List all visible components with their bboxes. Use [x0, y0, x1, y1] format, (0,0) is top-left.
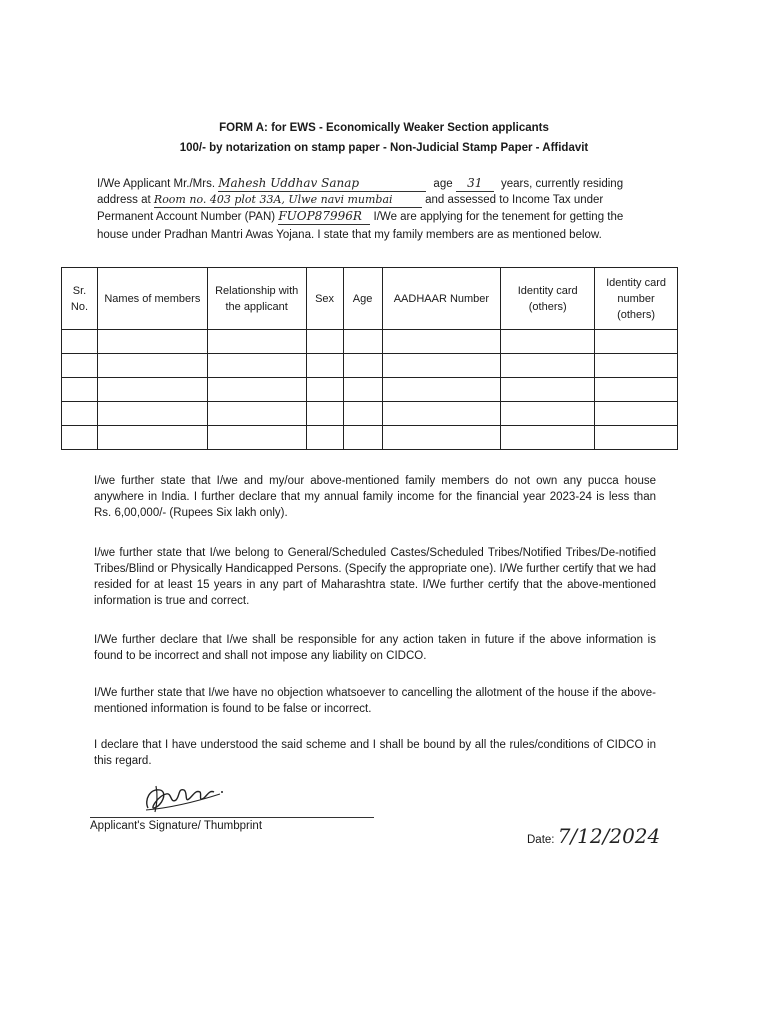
table-cell: [306, 402, 343, 426]
pan-field: [278, 210, 370, 225]
table-cell: [343, 354, 382, 378]
table-row: [62, 330, 678, 354]
table-cell: [595, 378, 678, 402]
table-cell: [343, 330, 382, 354]
table-row: [62, 354, 678, 378]
table-cell: [382, 330, 501, 354]
table-cell: [207, 354, 306, 378]
table-cell: [97, 354, 207, 378]
table-cell: [501, 330, 595, 354]
applicant-prefix: I/We Applicant Mr./Mrs.: [97, 178, 216, 190]
address-prefix: address at: [97, 194, 151, 206]
table-cell: [97, 426, 207, 450]
address-value: Room no. 403 plot 33A, Ulwe navi mumbai: [153, 193, 393, 206]
declaration-paragraph-5: I declare that I have understood the said scheme and I shall be bound by all the rules/conditions of CIDCO in this regard.: [94, 739, 656, 767]
declaration-paragraph-3: I/We further declare that I/we shall be responsible for any action taken in future if the above information is found to be incorrect and shall not impose any liability on CIDCO.: [94, 634, 656, 662]
intro-line-3: [97, 209, 659, 225]
table-cell: [382, 426, 501, 450]
table-cell: [343, 426, 382, 450]
header-identity-card-number: Identity card number (others): [595, 268, 678, 330]
signature-label: Applicant's Signature/ Thumbprint: [90, 820, 263, 832]
table-cell: [62, 402, 98, 426]
pan-prefix: Permanent Account Number (PAN): [97, 211, 276, 223]
table-cell: [207, 378, 306, 402]
table-row: [62, 426, 678, 450]
form-subtitle: 100/- by notarization on stamp paper - Non-Judicial Stamp Paper - Affidavit: [179, 142, 589, 154]
table-cell: [62, 426, 98, 450]
table-cell: [382, 378, 501, 402]
applicant-name-value: Mahesh Uddhav Sanap: [218, 176, 360, 190]
table-cell: [343, 378, 382, 402]
table-cell: [382, 354, 501, 378]
table-cell: [306, 426, 343, 450]
table-cell: [595, 330, 678, 354]
header-aadhaar: AADHAAR Number: [382, 268, 501, 330]
date-value: 7/12/2024: [557, 824, 661, 848]
intro-line-4: house under Pradhan Mantri Awas Yojana. I state that my family members are as mentioned below.: [97, 229, 602, 241]
date-label: Date:: [527, 834, 555, 846]
header-sr-no: Sr. No.: [62, 268, 98, 330]
table-cell: [501, 426, 595, 450]
intro-line-1: [97, 176, 659, 192]
header-identity-card: Identity card (others): [501, 268, 595, 330]
table-cell: [306, 330, 343, 354]
table-cell: [97, 378, 207, 402]
table-cell: [62, 354, 98, 378]
table-cell: [501, 354, 595, 378]
table-header-row: [62, 268, 678, 330]
table-row: [62, 378, 678, 402]
table-cell: [595, 402, 678, 426]
age-field: [456, 177, 494, 192]
years-text: years, currently residing: [501, 178, 624, 190]
declaration-paragraph-1: I/we further state that I/we and my/our above-mentioned family members do not own any pucca house anywhere in India. I further declare that my annual family income for the financial year 2023-24 is less than Rs. 6,00,000/- (Rupees Six lakh only).: [94, 475, 656, 519]
address-field: [154, 193, 422, 208]
declaration-paragraph-2: I/we further state that I/we belong to General/Scheduled Castes/Scheduled Tribes/Notified Tribes/De-notified Tribes/Blind or Physically Handicapped Persons. (Specify the appropriate one). I/We further certify that we had resided for at least 15 years in any part of Maharashtra state. I/We further certify that the above-mentioned information is true and correct.: [94, 547, 656, 607]
table-cell: [207, 402, 306, 426]
applicant-name-field: [218, 177, 426, 192]
header-names: Names of members: [97, 268, 207, 330]
table-cell: [62, 330, 98, 354]
header-sex: Sex: [306, 268, 343, 330]
pan-value: FUOP87996R: [278, 209, 362, 223]
table-cell: [207, 330, 306, 354]
table-cell: [501, 402, 595, 426]
age-value: 31: [467, 176, 483, 190]
assessed-text: and assessed to Income Tax under: [425, 194, 604, 206]
header-age: Age: [343, 268, 382, 330]
table-row: [62, 402, 678, 426]
table-cell: [595, 354, 678, 378]
form-title: FORM A: for EWS - Economically Weaker Section applicants: [219, 122, 549, 134]
table-cell: [595, 426, 678, 450]
table-cell: [62, 378, 98, 402]
header-relationship: Relationship with the applicant: [207, 268, 306, 330]
family-members-table: [61, 267, 678, 450]
signature-line: [90, 817, 374, 818]
pan-suffix: I/We are applying for the tenement for getting the: [373, 211, 624, 223]
table-cell: [382, 402, 501, 426]
declaration-paragraph-4: I/We further state that I/we have no objection whatsoever to cancelling the allotment of the house if the above-mentioned information is found to be false or incorrect.: [94, 687, 656, 715]
intro-line-2: [97, 192, 659, 208]
table-cell: [306, 354, 343, 378]
table-cell: [97, 330, 207, 354]
handwritten-signature: [140, 778, 230, 816]
table-cell: [306, 378, 343, 402]
age-label: age: [433, 178, 453, 190]
date-block: [527, 824, 660, 848]
table-cell: [97, 402, 207, 426]
table-cell: [501, 378, 595, 402]
table-cell: [343, 402, 382, 426]
table-cell: [207, 426, 306, 450]
